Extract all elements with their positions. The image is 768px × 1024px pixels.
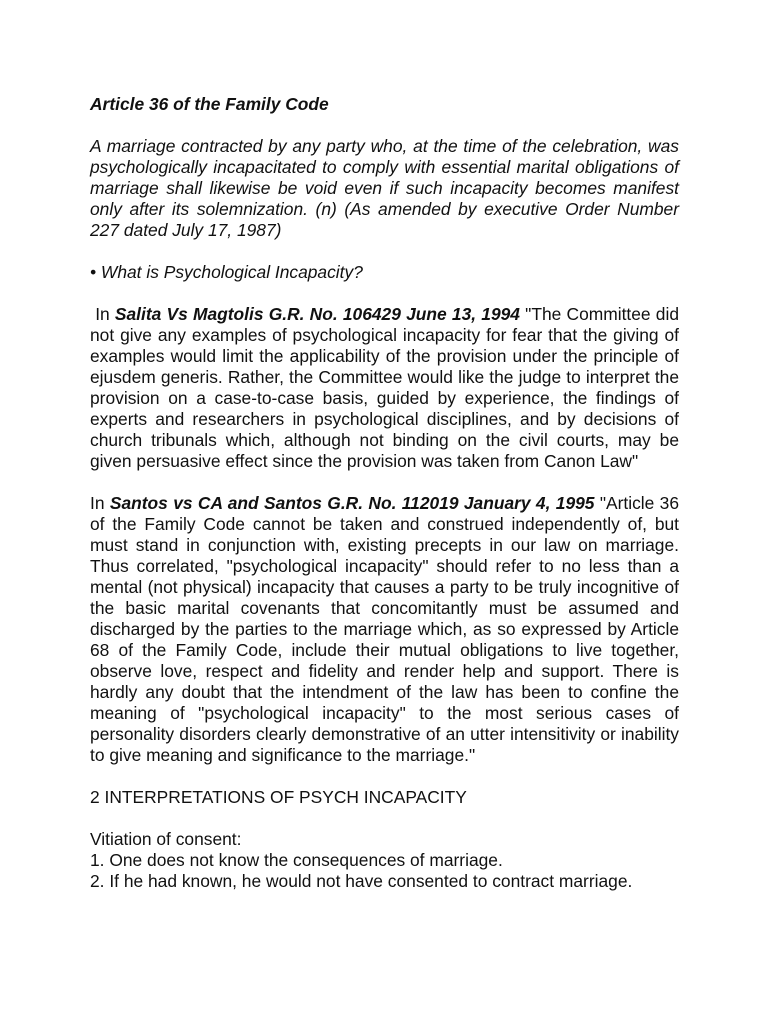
article-text: A marriage contracted by any party who, at the time of the celebration, was psychologically incapacitated to comply with essential marital obligations of marriage shall likewise be void even if such incapacity becomes manifest only after its solemnization. (n) (As amended by executive Order Number 227 dated July 17, 1987) — [90, 136, 679, 240]
case-santos-paragraph — [90, 493, 679, 766]
vitiation-list — [90, 829, 679, 892]
case-salita-text: "The Committee did not give any examples of psychological incapacity for fear that the giving of examples would limit the applicability of the provision under the principle of ejusdem generis. Rather, the Committee would like the judge to interpret the provision on a case-to-case basis, guided by experience, the findings of experts and researchers in psychological disciplines, and by decisions of church tribunals which, although not binding on the civil courts, may be given persuasive effect since the provision was taken from Canon Law" — [90, 304, 679, 471]
document-title: Article 36 of the Family Code — [90, 94, 329, 114]
question-heading: • What is Psychological Incapacity? — [90, 262, 363, 282]
document-body — [90, 94, 679, 892]
case-salita-citation: Salita Vs Magtolis G.R. No. 106429 June 13, 1994 — [114, 304, 520, 324]
list-item: 1. One does not know the consequences of marriage. — [90, 850, 503, 870]
section-heading: 2 INTERPRETATIONS OF PSYCH INCAPACITY — [90, 787, 467, 807]
case-santos-prefix: In — [90, 493, 110, 513]
case-santos-text: "Article 36 of the Family Code cannot be taken and construed independently of, but must stand in conjunction with, existing precepts in our law on marriage. Thus correlated, "psychological incapacity" should refer to no less than a mental (not physical) incapacity that causes a party to be truly incognitive of the basic marital covenants that concomitantly must be assumed and discharged by the parties to the marriage which, as so expressed by Article 68 of the Family Code, include their mutual obligations to live together, observe love, respect and fidelity and render help and support. There is hardly any doubt that the intendment of the law has been to confine the meaning of "psychological incapacity" to the most serious cases of personality disorders clearly demonstrative of an utter intensitivity or inability to give meaning and significance to the marriage." — [90, 493, 680, 765]
vitiation-label: Vitiation of consent: — [90, 829, 242, 849]
list-item: 2. If he had known, he would not have consented to contract marriage. — [90, 871, 633, 891]
case-salita-paragraph — [90, 304, 679, 472]
case-salita-prefix: In — [90, 304, 115, 324]
case-santos-citation: Santos vs CA and Santos G.R. No. 112019 January 4, 1995 — [109, 493, 595, 513]
